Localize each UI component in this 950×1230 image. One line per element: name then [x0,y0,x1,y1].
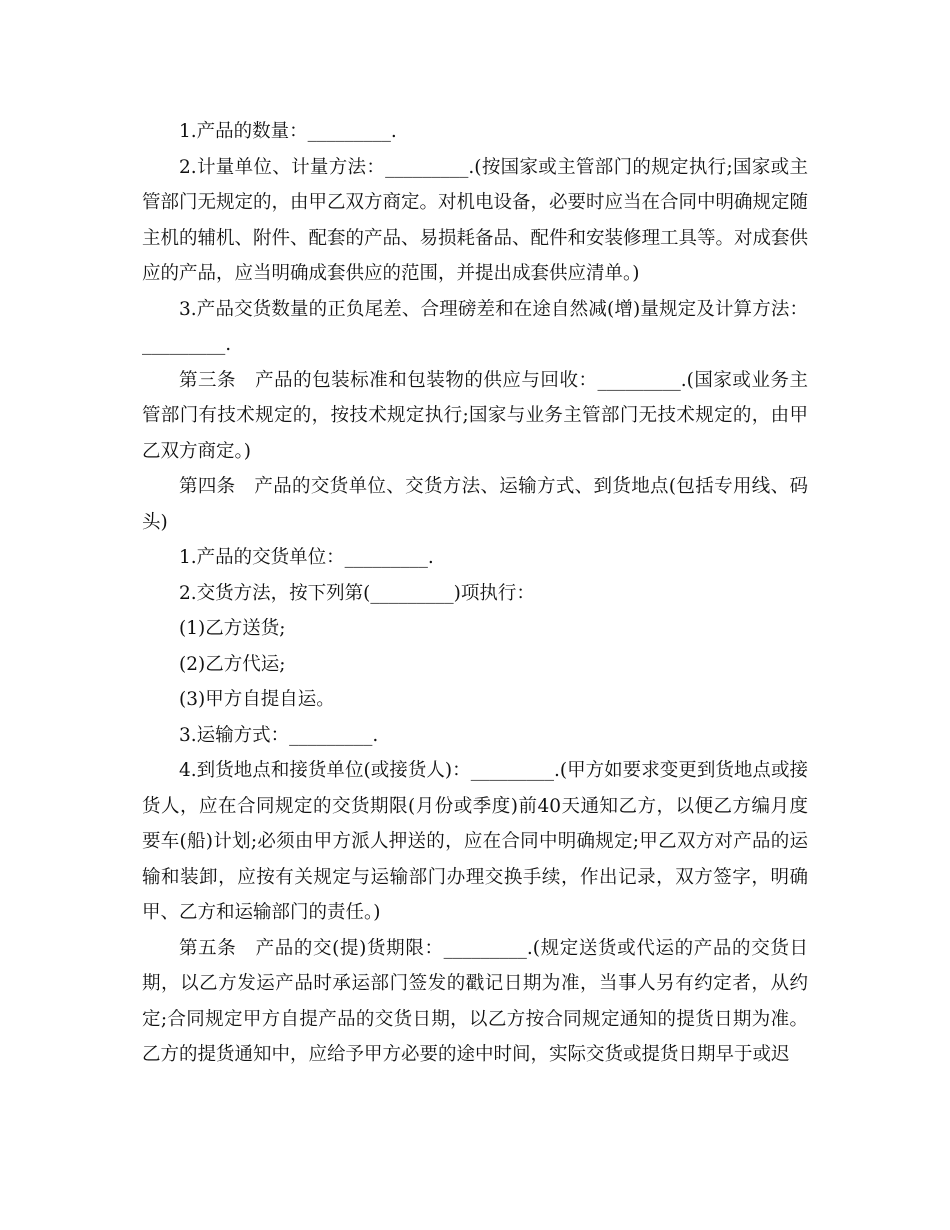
contract-body [142,114,808,1073]
option-seller-delivers: (1)乙方送货; [179,618,286,639]
option-seller-ships: (2)乙方代运; [179,653,286,675]
clause-delivery-unit: 1.产品的交货单位：_________. [179,547,434,568]
article-three-packaging: 第三条 产品的包装标准和包装物的供应与回收：_________.(国家或业务主管部门有技术规定的，按技术规定执行;国家与业务主管部门无技术规定的，由甲乙双方商定。) [142,369,808,462]
clause-product-quantity: 1.产品的数量：_________. [179,121,397,142]
clause-transport-mode: 3.运输方式：_________. [179,724,379,746]
option-buyer-pickup: (3)甲方自提自运。 [179,689,335,710]
article-four-delivery: 第四条 产品的交货单位、交货方法、运输方式、到货地点(包括专用线、码头) [142,476,808,533]
clause-quantity-tolerance: 3.产品交货数量的正负尾差、合理磅差和在途自然减(增)量规定及计算方法：_________. [142,298,808,355]
clause-measurement-unit: 2.计量单位、计量方法：_________.(按国家或主管部门的规定执行;国家或主管部门无规定的，由甲乙双方商定。对机电设备，必要时应当在合同中明确规定随主机的辅机、附件、配套的产品、易损耗备品、配件和安装修理工具等。对成套供应的产品，应当明确成套供应的范围，并提出成套供应清单。) [142,156,809,284]
clause-destination: 4.到货地点和接货单位(或接货人)：_________.(甲方如要求变更到货地点或接货人，应在合同规定的交货期限(月份或季度)前40天通知乙方，以便乙方编月度要车(船)计划;必须由甲方派人押送的，应在合同中明确规定;甲乙双方对产品的运输和装卸，应按有关规定与运输部门办理交换手续，作出记录，双方签字，明确甲、乙方和运输部门的责任。) [142,760,808,923]
article-five-delivery-period: 第五条 产品的交(提)货期限：_________.(规定送货或代运的产品的交货日期，以乙方发运产品时承运部门签发的戳记日期为准，当事人另有约定者，从约定;合同规定甲方自提产品的交货日期，以乙方按合同规定通知的提货日期为准。乙方的提货通知中，应给予甲方必要的途中时间，实际交货或提货日期早于或迟 [142,937,808,1065]
clause-delivery-method: 2.交货方法，按下列第(_________)项执行： [179,582,535,604]
